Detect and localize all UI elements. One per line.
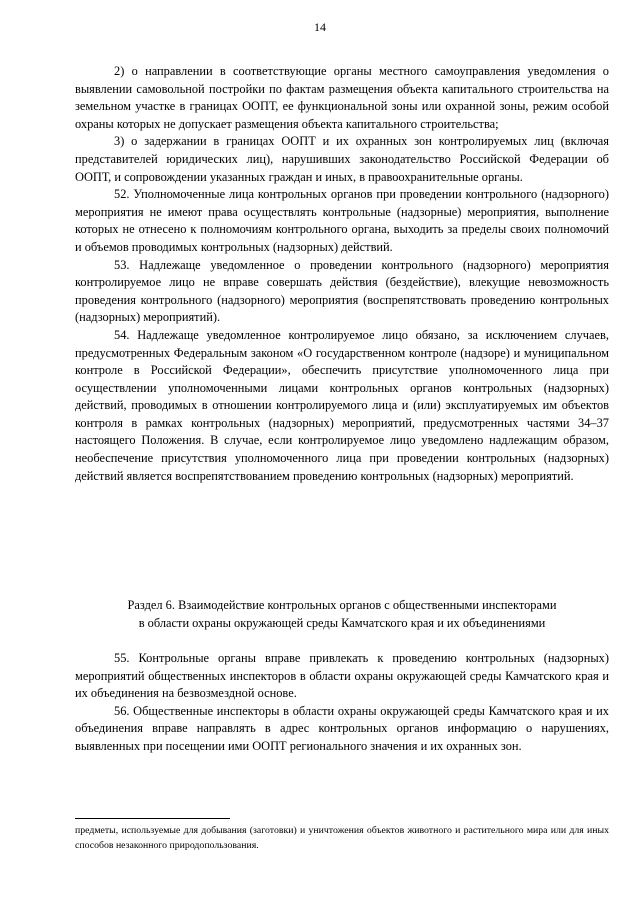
page-number: 14: [314, 20, 326, 34]
paragraph-item-3: 3) о задержании в границах ООПТ и их охранных зон контролируемых лиц (включая представителей юридических лиц), нарушивших законодательство Российской Федерации об ООПТ, и сопровождении указанных граждан и иных, в правоохранительные органы.: [75, 134, 609, 184]
section-heading-line-2: в области охраны окружающей среды Камчатского края и их объединениями: [138, 615, 546, 630]
paragraph-55: 55. Контрольные органы вправе привлекать к проведению контрольных (надзорных) мероприятий общественных инспекторов в области охраны окружающей среды Камчатского края и их объединения на безвозмездной основе.: [75, 651, 609, 701]
paragraph-52: 52. Уполномоченные лица контрольных органов при проведении контрольного (надзорного) мероприятия не имеют права осуществлять контрольные (надзорные) мероприятия, выполнение которых не отнесено к полномочиям контрольного органа, выходить за пределы своих полномочий и объемов проводимых контрольных (надзорных) действий.: [75, 187, 609, 254]
paragraph-54: 54. Надлежаще уведомленное контролируемое лицо обязано, за исключением случаев, предусмотренных Федеральным законом «О государственном контроле (надзоре) и муниципальном контроле в Российской Федерации», обеспечить присутствие уполномоченного лица при осуществлении уполномоченными лицами контрольных органов контрольных (надзорных) действий, проводимых в отношении контролируемого лица и (или) эксплуатируемых им объектов контроля в рамках контрольных (надзорных) мероприятий, предусмотренных частями 34–37 настоящего Положения. В случае, если контролируемое лицо уведомлено надлежащим образом, необеспечение присутствия уполномоченного лица при проведении контрольных (надзорных) действий является воспрепятствованием проведению контрольных (надзорных) мероприятий.: [75, 327, 609, 483]
section-text-block: [75, 650, 609, 756]
footnote-separator: [75, 818, 230, 819]
section-heading-line-1: Раздел 6. Взаимодействие контрольных органов с общественными инспекторами: [127, 598, 557, 612]
footnote-text: предметы, используемые для добывания (заготовки) и уничтожения объектов животного и растительного мира или для иных способов незаконного природопользования.: [75, 825, 609, 851]
paragraph-56: 56. Общественные инспекторы в области охраны окружающей среды Камчатского края и их объединения вправе направлять в адрес контрольных органов информацию о нарушениях, выявленных при посещении ими ООПТ регионального значения и их охранных зон.: [75, 703, 609, 753]
section-heading: [60, 597, 624, 633]
paragraph-53: 53. Надлежаще уведомленное о проведении контрольного (надзорного) мероприятия контролируемое лицо не вправе совершать действия (бездействие), влекущие невозможность проведения контрольного (надзорного) мероприятия (воспрепятствовать проведению контрольных (надзорных) мероприятий).: [75, 257, 609, 325]
paragraph-item-2: 2) о направлении в соответствующие органы местного самоуправления уведомления о выявлении самовольной постройки по фактам размещения объекта капитального строительства на земельном участке в границах ООПТ, ее функциональной зоны или охранной зоны, режим особой охраны которых не допускает размещения объекта капитального строительства;: [75, 64, 609, 131]
main-text-block: [75, 63, 609, 485]
